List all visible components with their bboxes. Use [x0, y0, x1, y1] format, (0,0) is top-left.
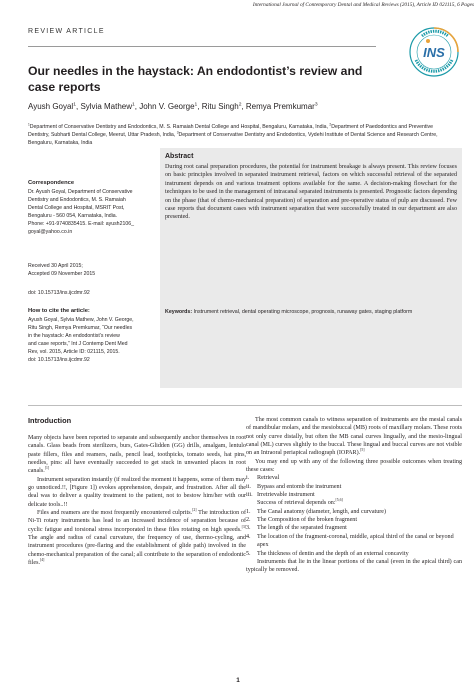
author-name: Ayush Goyal [28, 102, 74, 111]
correspondence-line: Dr. Ayush Goyal, Department of Conservative [28, 189, 133, 195]
abstract-text: During root canal preparation procedures, the potential for instrument breakage is always present. This review focuses on basic principles involved in separated instrument retrieval, factors on which successful retrieval of the separated instrument depends on and various treatment options available for the same. A decision-making flowchart for the techniques to be used in the management of intracanal separated instruments is presented. Prognostic factors depending on the phase (that of chemo-mechanical preparation) of separation and pre-operative status of pulp are discussed. Few case reports that document cases with instrument separation that were successfully treated in our department are also presented. [165, 164, 457, 221]
outcome-list-item: ii. Bypass and entomb the instrument [246, 483, 342, 490]
author-name: Sylvia Mathew [80, 102, 133, 111]
citation-ref: [3] [241, 524, 246, 529]
keywords-label: Keywords: [165, 309, 193, 315]
article-title: Our needles in the haystack: An endodontist’s review and case reports [28, 64, 363, 94]
section-divider [28, 46, 376, 47]
citation-ref: [2] [192, 508, 197, 513]
citation-ref: [5] [360, 448, 365, 453]
citation-line: Ritu Singh, Remya Premkumar, “Our needles [28, 325, 133, 332]
correspondence-line: Dental College and Hospital, MSRIT Post, [28, 205, 125, 212]
citation-block [28, 316, 153, 365]
body-paragraph: Instruments that lie in the linear portions of the canal (even in the apical third) can typically be removed. [246, 558, 462, 574]
affiliation-text: Department of Paedodontics and Preventive Dentistry, Subharti Dental College, Meerut, Uttar Pradesh, India, [28, 124, 433, 138]
author-affiliation-mark: 1 [194, 102, 198, 108]
citation-ref: [1] [44, 466, 50, 471]
outcome-list-item: i. Retrieval [246, 475, 280, 482]
keywords [165, 308, 457, 316]
svg-text:INS: INS [423, 45, 445, 60]
cite-label: How to cite the article: [28, 308, 90, 314]
affiliation-text: Department of Conservative Dentistry and Endodontics, M. S. Ramaiah Dental College and Hospital, Bengaluru, Karnataka, India, [29, 124, 330, 130]
citation-line: and case reports,” Int J Contemp Dent Med [28, 341, 128, 348]
affiliations [28, 124, 448, 147]
introduction-heading: Introduction [28, 416, 72, 425]
doi: doi: 10.15713/ins.ijcdmr.92 [28, 290, 90, 296]
page-number: 1 [236, 677, 240, 684]
author-name: Ritu Singh [201, 102, 239, 111]
author-name: Remya Premkumar [245, 102, 315, 111]
author-affiliation-mark: 3 [314, 102, 318, 108]
article-dates [28, 262, 153, 278]
body-divider [28, 405, 462, 406]
citation-line: Rev, vol. 2015, Article ID: 021115, 2015. [28, 349, 120, 356]
citation-ref: [5,6] [335, 498, 343, 503]
correspondence-line: Dentistry and Endodontics, M. S. Ramaiah [28, 197, 126, 204]
body-paragraph: Many objects have been reported to separate and subsequently anchor themselves in root canals. Glass beads from sterilizers, burs, Gates-Glidden (GG) drills, amalgam, lentulo paste fillers, files and reamers, nails, pencil lead, toothpicks, tomato seeds, hat pins, needles, pins: all have eventually succeeded to get stuck in unwanted places in root canals.[1] [28, 435, 246, 475]
citation-line: in the haystack: An endodontist’s review [28, 333, 120, 340]
section-label: REVIEW ARTICLE [28, 28, 105, 35]
affiliation-mark: 1 [28, 122, 30, 127]
affiliation-text: Department of Conservative Dentistry and Endodontics, Vydehi Institute of Dental Science and Research Centre, Bengaluru, Karnataka, India [28, 131, 438, 146]
correspondence-label: Correspondence [28, 180, 75, 186]
body-paragraph: The most common canals to witness separation of instruments are the mesial canals of mandibular molars, and the mesiobuccal (MB) roots of maxillary molars. These roots not only curve distally, but often the MB canal curves lingually, and the mesio-lingual canal (ML) curves slightly to the buccal. These lingual and buccal curves are not visible on an Intraoral periapical radiograph (IOPAR).[5] [246, 417, 462, 457]
author-list: Ayush Goyal$^1$, Sylvia Mathew$^1$, John V. George$^1$, Ritu Singh$^2$, Remya Premkumar$^3$ [28, 102, 318, 111]
citation-ref: [4] [40, 558, 45, 563]
factor-list-item: 4. The location of the fragment-coronal, middle, apical third of the canal or beyond apex [246, 533, 454, 549]
factor-list-item: 1. The Canal anatomy (diameter, length, and curvature) [246, 508, 387, 515]
publisher-seal-logo [408, 24, 460, 80]
correspondence-line: Phone: +91-9740835415. E-mail: ayush2106_ [28, 221, 134, 228]
author-name: John V. George [139, 102, 195, 111]
received-date: Received 30 April 2015; [28, 263, 83, 269]
body-paragraph: Success of retrieval depends on:[5,6] [257, 498, 343, 507]
accepted-date: Accepted 09 November 2015 [28, 271, 96, 278]
keywords-text: Instrument retrieval, dental operating microscope, prognosis, runaway gates, staging platform [193, 309, 413, 315]
body-left-column [28, 434, 246, 568]
journal-header: International Journal of Contemporary Dental and Medical Reviews (2015), Article ID 021115, 6 Pages [252, 2, 474, 8]
citation-line: Ayush Goyal, Sylvia Mathew, John V. George, [28, 317, 134, 323]
author-affiliation-mark: 2 [238, 102, 242, 108]
correspondence-line: Bengaluru - 560 054, Karnataka, India. [28, 213, 118, 220]
citation-line: doi: 10.15713/ins.ijcdmr.92 [28, 357, 90, 364]
affiliation-mark: 2 [329, 122, 332, 127]
body-paragraph: You may end up with any of the following three possible outcomes when treating these cases: [246, 458, 462, 474]
correspondence-block [28, 188, 153, 237]
affiliation-mark: 3 [176, 130, 179, 135]
correspondence-line: goyal@yahoo.co.in [28, 229, 73, 236]
author-affiliation-mark: 1 [132, 102, 135, 108]
outcome-list-item: iii. Irretrievable instrument [246, 492, 315, 499]
author-affiliation-mark: 1 [73, 102, 76, 108]
factor-list-item: 5. The thickness of dentin and the depth of an external concavity [246, 550, 409, 557]
factor-list-item: 3. The length of the separated fragment [246, 525, 347, 532]
body-paragraph: Instrument separation instantly (if realized the moment it happens, some of them may go unnoticed.!!, [Figure 1]) evokes apprehension, despair, and frustration. After all the deal was to deliver a quality treatment to the patient, not to bestow him/her with our delicate tools..!! [28, 476, 246, 508]
body-paragraph: Files and reamers are the most frequently encountered culprits.[2] The introduction of Ni-Ti rotary instruments has lead to an increased incidence of separation because of cyclic fatigue and torsional stress incorporated in these files rotating on high speeds.[3] The angle and radius of canal curvature, the frequency of use, thermo-cycling, and instrument procedures (pre-flaring and the establishment of glide path) involved in the chemo-mechanical preparation of the canal; all contribute to the separation of endodontic files.[4] [28, 508, 246, 567]
abstract-heading: Abstract [165, 153, 194, 160]
body-right-column [246, 416, 462, 575]
factor-list-item: 2. The Composition of the broken fragment [246, 517, 358, 524]
